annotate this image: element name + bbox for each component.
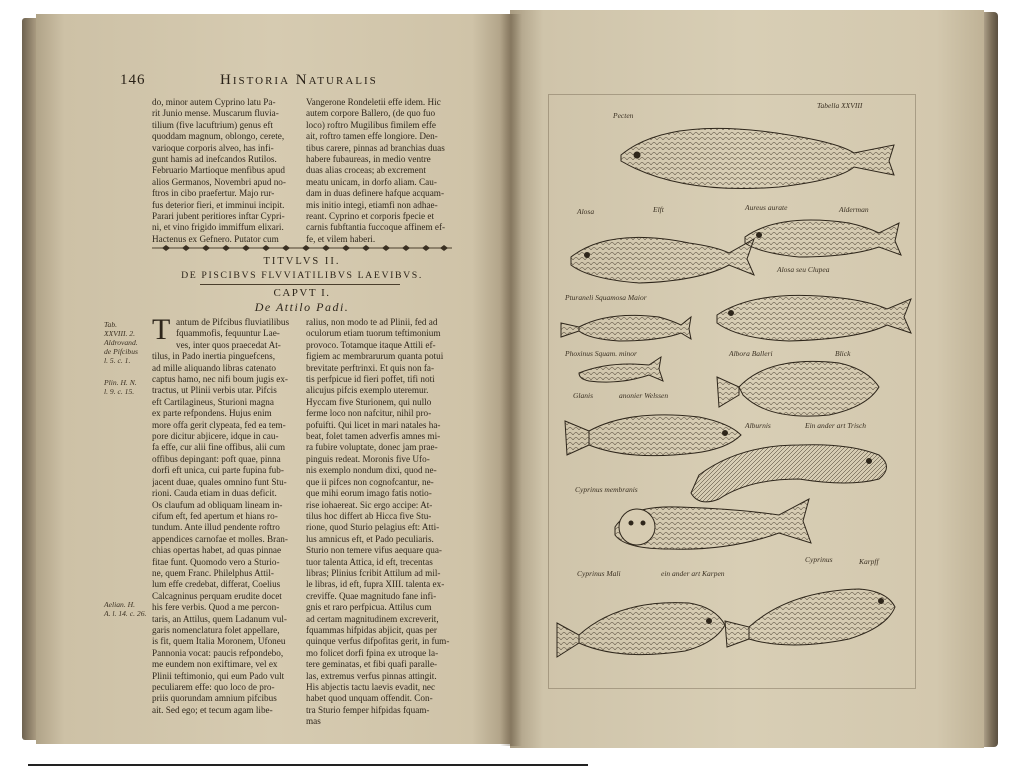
text-line: ad mille aliquando libras catenato: [152, 362, 276, 373]
fish-pecten: [621, 128, 894, 188]
text-line: appendices carnofae et molles. Bran-: [152, 533, 288, 544]
caption-squamosa: Pturaneli Squamosa Maior: [565, 293, 647, 302]
caption-phoxinus: Phoxinus Squam. minor: [565, 349, 637, 358]
text-line: Os claufum ad obliquam lineam in-: [152, 499, 283, 510]
fish-alosa: [571, 237, 754, 283]
text-line: fquammofis, fequuntur Lae-: [176, 328, 280, 339]
text-line: meatu unicam, in dorfo aliam. Cau-: [306, 176, 437, 187]
text-line: habere fubaureas, in medio ventre: [306, 154, 431, 165]
text-line: ftros in cibo praefertur. Majo rur-: [152, 188, 275, 199]
text-line: quinque verfus difpofitas gerit, in fum-: [306, 636, 450, 647]
text-line: chias opertas habet, ad quas pinnae: [152, 545, 282, 556]
heading-rule: [200, 284, 400, 285]
text-line: tis perfpicue id fieri poffet, tifi noti: [306, 374, 435, 385]
text-line: ait, roftro tamen effe longiore. Den-: [306, 131, 438, 142]
text-line: provoco. Totamque itaque Attili ef-: [306, 339, 436, 350]
text-line: ra fubire voluptate, donec jam prae-: [306, 442, 438, 453]
caput-title: De Attilo Padi.: [254, 300, 350, 314]
caption-blick: Blick: [835, 349, 851, 358]
text-line: le libras, id eft, fupra XIII. talenta ex-: [306, 579, 445, 590]
text-line: Februario Martioque menfibus apud: [152, 165, 285, 176]
titulus-heading: TITVLVS II.: [263, 256, 341, 267]
text-line: duas alias croceas; ab excrement: [306, 165, 426, 176]
text-line: tere geminatas, et fibi quafi paralle-: [306, 659, 438, 670]
caption-membranis: Cyprinus membranis: [575, 485, 638, 494]
text-line: que ii pifces non cognofcantur, ne-: [306, 476, 434, 487]
text-line: loco) roftro Mugilibus fimilem effe: [306, 119, 436, 130]
caption-pecten: Pecten: [613, 111, 634, 120]
caption-alburnis: Alburnis: [745, 421, 771, 430]
text-line: Plinii teftimonio, qui eum Pado vult: [152, 670, 285, 681]
text-line: jacent duae, quales omnino funt Stu-: [152, 476, 287, 487]
margin-note-line: Tab.: [104, 320, 118, 329]
book-gutter: [500, 14, 522, 746]
text-line: fe, et vilem haberi.: [306, 233, 376, 244]
text-line: nis exemplo nondum dixi, quod ne-: [306, 465, 437, 476]
text-line: carnis fubftantia fuccoque affinem ef-: [306, 222, 446, 233]
fish-cyprinus-mali: [615, 499, 811, 549]
text-line: libras; Plinius fcribit Attilum ad mil-: [306, 567, 441, 578]
fish-albora-balleri: [717, 295, 911, 341]
text-line: Calcagninus perquam erudite docet: [152, 590, 282, 601]
text-line: Sturio non temere vifus aequare qua-: [306, 545, 442, 556]
text-line: fa effe, cur alii fine offibus, alii cum: [152, 442, 286, 453]
text-line: gnis et raro perfpicua. Attilus cum: [306, 602, 432, 613]
text-line: ni, et vino frigido immiffum elixari.: [152, 222, 284, 233]
text-line: beat, folet tamen adverfis amnes mi-: [306, 431, 441, 442]
text-line: dam in duas definere hafque acquam-: [306, 188, 445, 199]
margin-note-line: l. 5. c. 1.: [104, 356, 131, 365]
text-line: alios Germanos, Novembri apud no-: [152, 176, 286, 187]
caption-albora: Albora Balleri: [729, 349, 773, 358]
text-line: Hactenus ex Gefnero. Putator cum: [152, 233, 279, 244]
text-line: ferme loco non nafcitur, nihil pro-: [306, 408, 432, 419]
text-line: tra Sturio femper hifpidas fquam-: [306, 704, 430, 715]
margin-note-line: XXVIII. 2.: [104, 329, 135, 338]
text-line: Hyccam five Sturionem, qui nullo: [306, 396, 432, 407]
text-line: more offa gerit clypeata, fed ea tem-: [152, 419, 286, 430]
text-line: tundum. Ante illud pendente roftro: [152, 522, 280, 533]
text-line: ne, quem Franc. Philelphus Attil-: [152, 567, 274, 578]
ornament-rule: [152, 244, 452, 252]
text-line: tuor talenta Attica, id eft, trecentas: [306, 556, 433, 567]
margin-note-line: Aelian. H.: [104, 600, 136, 609]
text-line: peculiarem effe: quo loco de pro-: [152, 682, 275, 692]
margin-note-tab: [104, 320, 152, 365]
text-line: ves, inter quos praecedat At-: [176, 339, 281, 350]
text-line: His abjectis tactu laevis evadit, nec: [306, 682, 436, 692]
titulus-subtitle: DE PISCIBVS FLVVIATILIBVS LAEVIBVS.: [181, 270, 423, 281]
text-line: fquammas hifpidas abjicit, quas per: [306, 624, 437, 635]
text-line: lum effe credebat, differat, Coelius: [152, 579, 281, 590]
text-line: creviffe. Quae magnitudo fane infi-: [306, 590, 437, 601]
text-line: Pannonia vocat: paucis refpondebo,: [152, 647, 284, 658]
text-line: captus hamo, nec nifi boum jugis ex-: [152, 374, 288, 385]
caption-cyprinus: Cyprinus: [805, 555, 833, 564]
fish-squamosa-maior: [561, 315, 691, 341]
caption-karpff: Karpff: [859, 557, 879, 566]
text-column-bottom-right: [306, 317, 458, 728]
text-line: mo folicet dorfi fpina ex utroque la-: [306, 647, 439, 658]
text-line: is fit, quem Italia Moronem, Ufoneu: [152, 636, 286, 647]
caption-welssen: anonier Welssen: [619, 391, 669, 400]
text-line: his fere verbis. Quod a me percon-: [152, 602, 280, 613]
caption-ander-art-trisch: Ein ander art Trisch: [805, 421, 867, 430]
text-line: mas: [306, 716, 321, 727]
text-line: antum de Pifcibus fluviatilibus: [176, 317, 290, 327]
margin-note-line: l. 9. c. 15.: [104, 387, 135, 396]
text-line: tibus carere, pinnas ad branchias duas: [306, 142, 445, 153]
text-line: reant. Cyprino et corporis fpecie et: [306, 211, 435, 222]
engraved-plate: [548, 94, 916, 689]
text-line: tilus hoc differt ab Hicca five Stu-: [306, 510, 432, 521]
book-edge-left: [22, 18, 36, 740]
text-line: garis nomenclatura folet appellare,: [152, 624, 280, 635]
margin-note-line: Aldrovand.: [104, 338, 138, 347]
text-line: ex parte refpondens. Hujus enim: [152, 408, 272, 419]
text-line: rise iohaereat. Sic ergo accipe: At-: [306, 499, 433, 510]
text-line: quoddam magnum, oblongo, cerete,: [152, 131, 285, 142]
text-line: tilium (five lacuftrium) genus eft: [152, 119, 273, 130]
text-line: me eundem non exiftimare, vel ex: [152, 659, 278, 670]
text-line: ait. Sed ego; et tecum agam libe-: [152, 704, 273, 715]
text-line: dorfi eft unica, cui parte fupina fub-: [152, 465, 284, 476]
caption-elft: Elft: [653, 205, 664, 214]
caput-heading: CAPVT I.: [273, 287, 331, 299]
caption-clupea: Alosa seu Clupea: [777, 265, 830, 274]
plate-title: Tabella XXVIII: [817, 101, 863, 110]
text-line: pinguis redeat. Moronis five Ufo-: [306, 453, 430, 464]
book-edge-right: [982, 12, 998, 747]
text-line: rioni. Cauda etiam in duas deficit.: [152, 488, 277, 499]
text-line: Vangerone Rondeletii effe idem. Hic: [306, 97, 441, 107]
text-line: varioque corporis alveo, has infi-: [152, 142, 274, 153]
text-line: figiem ac membrarurum quanta potui: [306, 351, 444, 362]
fish-blick: [717, 361, 879, 416]
caption-alosa: Alosa: [577, 207, 595, 216]
margin-note-line: Plin. H. N.: [104, 378, 137, 387]
margin-note-line: de Pifcibus: [104, 347, 138, 356]
margin-note-aelian: [104, 600, 152, 618]
drop-cap: T: [152, 313, 171, 346]
margin-note-line: A. l. 14. c. 26.: [104, 609, 147, 618]
text-line: pofuifti. Qui licet in mari natales ha-: [306, 419, 441, 430]
text-line: autem corpore Ballero, (de quo fuo: [306, 108, 436, 119]
caption-alderman: Alderman: [839, 205, 869, 214]
text-line: que mihi eorum imago fatis notio-: [306, 488, 432, 499]
text-line: lus amnicus eft, et Pado peculiaris.: [306, 533, 434, 544]
text-line: offibus depingant: poft quae, pinna: [152, 453, 281, 464]
text-line: mis initio integi, etiamfi non adhae-: [306, 199, 438, 210]
text-line: las, extremus verfus pinnas attingit.: [306, 670, 437, 681]
text-line: rione, quod Sturio pelagius eft: Atti-: [306, 522, 440, 533]
fish-engravings: [549, 95, 915, 688]
text-line: rit Junio mense. Muscarum fluvia-: [152, 108, 279, 119]
text-line: do, minor autem Cyprino latu Pa-: [152, 97, 276, 107]
text-column-top-right: [306, 97, 458, 245]
running-title: Historia Naturalis: [220, 72, 378, 88]
page-number: 146: [120, 72, 146, 88]
caption-cyprinus-mali: Cyprinus Mali: [577, 569, 621, 578]
fish-aureus: [745, 220, 901, 257]
text-column-top-left: [152, 97, 304, 245]
text-line: oculorum etiam tuorum teftimonium: [306, 328, 441, 339]
caption-glanis: Glanis: [573, 391, 594, 400]
text-line: priis quorundam amnium pifcibus: [152, 693, 277, 704]
margin-note-plinius: [104, 378, 152, 396]
fish-glanis: [565, 415, 741, 456]
text-line: fitae funt. Quomodo vero a Sturio-: [152, 556, 280, 567]
caption-aureus: Aureus aurate: [745, 203, 788, 212]
text-line: tilus, in Pado inertia pinguefcens,: [152, 351, 275, 362]
text-line: ad certam magnitudinem excreverit,: [306, 613, 439, 624]
fish-carp-right: [725, 589, 895, 647]
text-line: eft Cartilagineus, Sturioni magna: [152, 396, 274, 407]
text-column-bottom-left: [152, 313, 302, 716]
text-line: alicujus pifcis exemplo uteremur.: [306, 385, 429, 396]
text-line: cifum eft, fed apertum et hians ro-: [152, 510, 278, 521]
text-line: tractus, ut Plinii verbis utar. Pifcis: [152, 385, 277, 396]
text-line: fus deterior fieri, et imminui incipit.: [152, 199, 285, 210]
text-line: pore dicitur abjicere, idque in cau-: [152, 431, 279, 442]
text-line: gunt hamis ad inefcandos Rutilos.: [152, 154, 277, 165]
caption-ander-art-karpen: ein ander art Karpen: [661, 569, 725, 578]
fish-cyprinus-membranis: [691, 445, 887, 502]
text-line: habet quod unquam offendit. Con-: [306, 693, 433, 704]
text-line: ralius, non modo te ad Plinii, fed ad: [306, 317, 438, 327]
text-line: brevitate perftrinxi. Et quis non fa-: [306, 362, 435, 373]
text-line: taris, an Attilus, quem Ladanum vul-: [152, 613, 287, 624]
bottom-rule: [28, 764, 588, 766]
fish-phoxinus: [579, 357, 663, 382]
fish-carp-left: [557, 603, 725, 657]
text-line: Parari jubent peritiores inftar Cypri-: [152, 211, 285, 222]
